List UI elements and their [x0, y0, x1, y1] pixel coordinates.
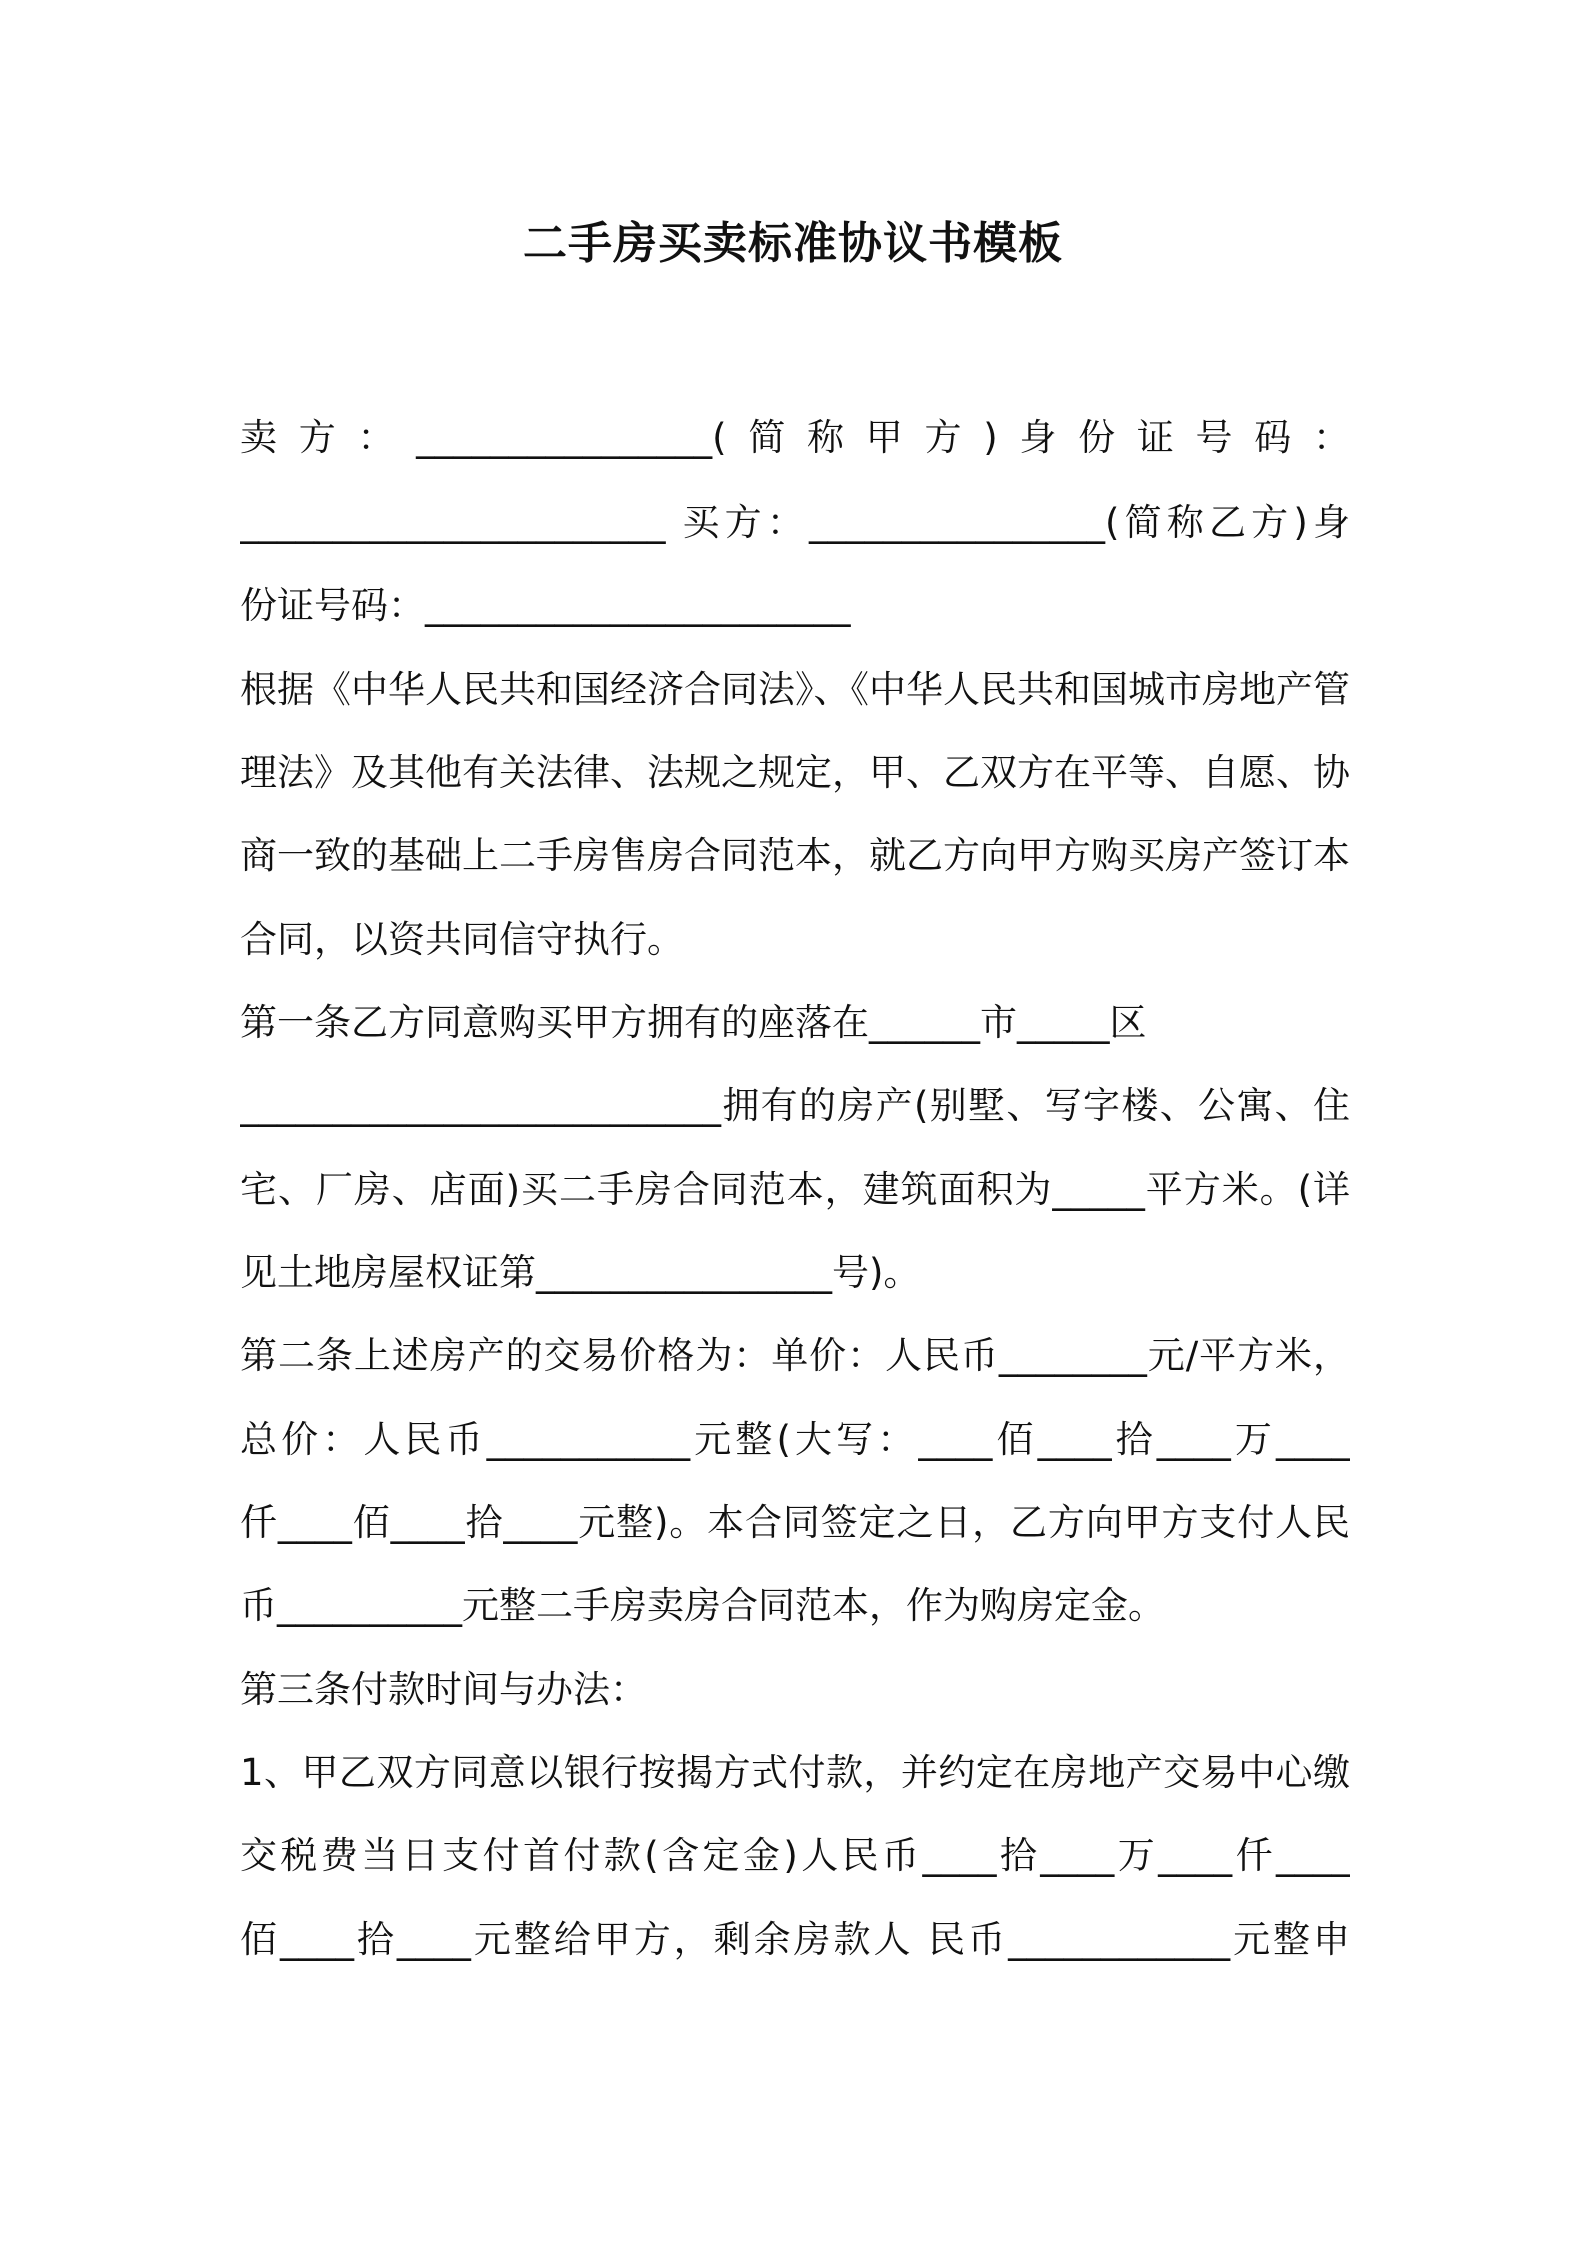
paragraph-line: 佰____拾____元整给甲方，剩余房款人 民币____________元整申	[240, 1918, 1350, 1961]
paragraph-line: _______________________ 买方：________________(简称乙方)身	[240, 501, 1350, 544]
paragraph-line: 第一条乙方同意购买甲方拥有的座落在______市_____区	[240, 1001, 1147, 1044]
paragraph-line: 总价：人民币___________元整(大写：____佰____拾____万____	[240, 1418, 1350, 1461]
paragraph-line: 根据《中华人民共和国经济合同法》、《中华人民共和国城市房地产管	[240, 668, 1350, 711]
paragraph-line: 见土地房屋权证第________________号)。	[240, 1251, 921, 1294]
paragraph-line: 仟____佰____拾____元整)。本合同签定之日，乙方向甲方支付人民	[240, 1501, 1350, 1544]
paragraph-line: 合同，以资共同信守执行。	[240, 918, 684, 961]
document-title: 二手房买卖标准协议书模板	[523, 218, 1063, 269]
paragraph-line: __________________________拥有的房产(别墅、写字楼、公寓、住	[240, 1084, 1350, 1127]
paragraph-line: 商一致的基础上二手房售房合同范本，就乙方向甲方购买房产签订本	[240, 834, 1350, 877]
paragraph-line: 宅、厂房、店面)买二手房合同范本，建筑面积为_____平方米。(详	[240, 1168, 1350, 1211]
paragraph-line: 1、甲乙双方同意以银行按揭方式付款，并约定在房地产交易中心缴	[240, 1751, 1350, 1794]
paragraph-line: 份证号码：_______________________	[240, 584, 851, 627]
paragraph-line: 币__________元整二手房卖房合同范本，作为购房定金。	[240, 1584, 1165, 1627]
paragraph-line: 第三条付款时间与办法：	[240, 1668, 647, 1711]
paragraph-line: 理法》及其他有关法律、法规之规定，甲、乙双方在平等、自愿、协	[240, 751, 1350, 794]
paragraph-line: 第二条上述房产的交易价格为：单价：人民币________元/平方米，	[240, 1334, 1350, 1377]
paragraph-line: 卖方：________________(简称甲方)身份证号码：	[240, 416, 1350, 459]
paragraph-line: 交税费当日支付首付款(含定金)人民币____拾____万____仟____	[240, 1834, 1350, 1877]
